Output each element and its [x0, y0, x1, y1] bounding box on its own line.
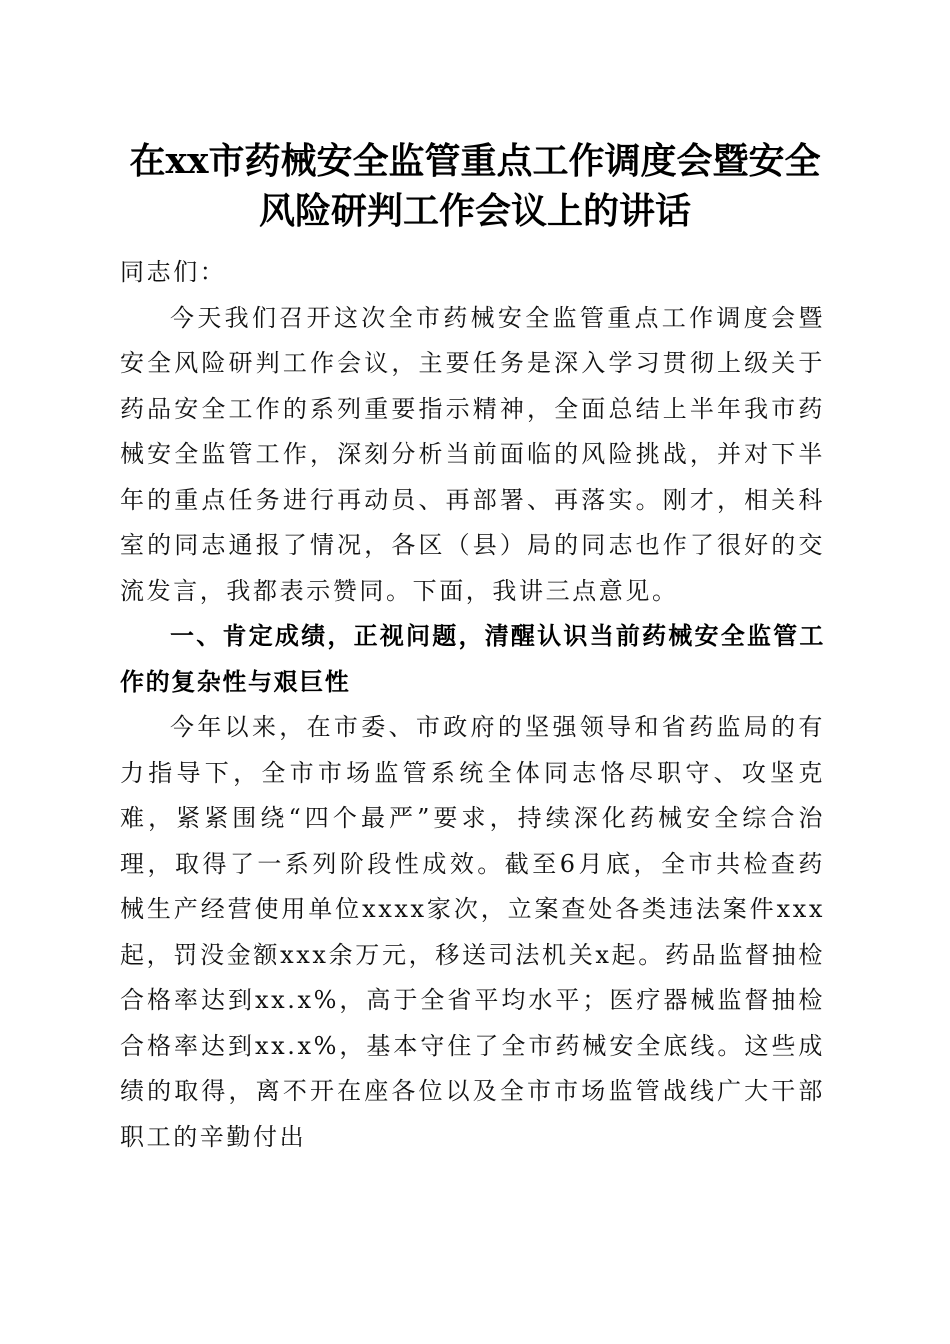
section-heading-1: 一、肯定成绩，正视问题，清醒认识当前药械安全监管工作的复杂性与艰巨性 [120, 622, 825, 696]
paragraph-achievements: 今年以来，在市委、市政府的坚强领导和省药监局的有力指导下，全市市场监管系统全体同志恪尽职守、攻坚克难，紧紧围绕“四个最严”要求，持续深化药械安全综合治理，取得了一系列阶段性成效。截至6月底，全市共检查药械生产经营使用单位xxxx家次，立案查处各类违法案件xxx起，罚没金额xxx余万元，移送司法机关x起。药品监督抽检合格率达到xx.x%，高于全省平均水平；医疗器械监督抽检合格率达到xx.x%，基本守住了全市药械安全底线。这些成绩的取得，离不开在座各位以及全市市场监管战线广大干部职工的辛勤付出 [120, 713, 825, 1151]
title-line-2: 风险研判工作会议上的讲话 [258, 190, 691, 232]
salutation: 同志们： [120, 258, 227, 286]
title-line-1: 在xx市药械安全监管重点工作调度会暨安全 [129, 140, 821, 182]
paragraph-intro: 今天我们召开这次全市药械安全监管重点工作调度会暨安全风险研判工作会议，主要任务是深入学习贯彻上级关于药品安全工作的系列重要指示精神，全面总结上半年我市药械安全监管工作，深刻分析当前面临的风险挑战，并对下半年的重点任务进行再动员、再部署、再落实。刚才，相关科室的同志通报了情况，各区（县）局的同志也作了很好的交流发言，我都表示赞同。下面，我讲三点意见。 [120, 303, 825, 605]
document-title [100, 136, 850, 236]
document-body [120, 250, 825, 1160]
